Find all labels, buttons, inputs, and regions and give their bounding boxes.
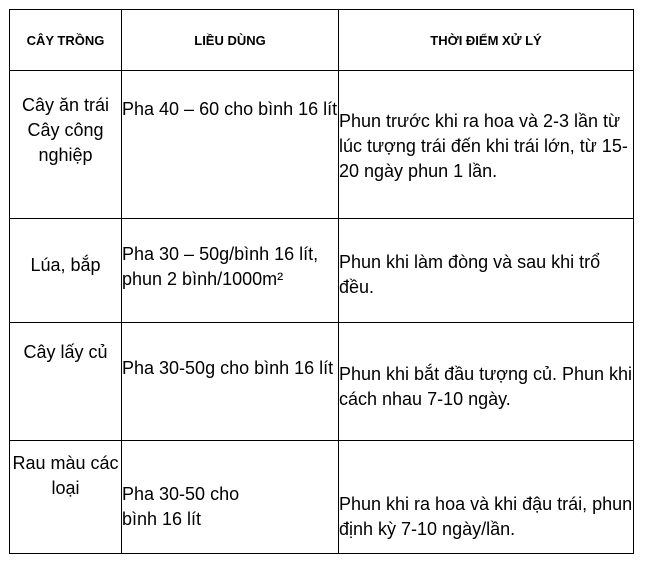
timing-text: Phun trước khi ra hoa và 2-3 lần từ lúc tượng trái đến khi trái lớn, từ 15-20 ngày phun 1 lần. <box>339 111 628 181</box>
timing-cell <box>339 323 634 441</box>
dosage-cell <box>122 441 339 554</box>
table-row <box>10 71 634 219</box>
timing-text: Phun khi bắt đầu tượng củ. Phun khi cách nhau 7-10 ngày. <box>339 363 633 409</box>
header-dosage: LIỀU DÙNG <box>122 10 339 71</box>
dosage-text: Pha 40 – 60 cho bình 16 lít <box>122 98 338 119</box>
dosage-text: Pha 30-50 cho bình 16 lít <box>122 484 240 529</box>
timing-text: Phun khi ra hoa và khi đậu trái, phun định kỳ 7-10 ngày/lần. <box>339 494 633 539</box>
dosage-text: Pha 30-50g cho bình 16 lít <box>122 357 334 378</box>
crop-cell <box>10 219 122 323</box>
table-row <box>10 323 634 441</box>
timing-cell <box>339 441 634 554</box>
dosage-cell <box>122 323 339 441</box>
crop-text: Lúa, bắp <box>30 255 101 275</box>
crop-text: Cây lấy củ <box>23 341 108 362</box>
crop-cell <box>10 441 122 554</box>
timing-cell <box>339 71 634 219</box>
crop-text: Rau màu các loại <box>12 453 119 498</box>
crop-text: Cây ăn trái Cây công nghiệp <box>21 95 110 165</box>
timing-cell <box>339 219 634 323</box>
dosage-text: Pha 30 – 50g/bình 16 lít, phun 2 bình/1000m² <box>122 243 319 289</box>
table-row <box>10 441 634 554</box>
header-crop: CÂY TRỒNG <box>10 10 122 71</box>
dosage-cell <box>122 219 339 323</box>
table-row <box>10 219 634 323</box>
dosage-table <box>9 9 634 554</box>
dosage-cell <box>122 71 339 219</box>
table-header <box>10 10 634 71</box>
timing-text: Phun khi làm đòng và sau khi trổ đều. <box>339 251 601 297</box>
header-timing: THỜI ĐIỂM XỬ LÝ <box>339 10 634 71</box>
table-body <box>10 71 634 554</box>
crop-cell <box>10 71 122 219</box>
header-row <box>10 10 634 71</box>
crop-cell <box>10 323 122 441</box>
